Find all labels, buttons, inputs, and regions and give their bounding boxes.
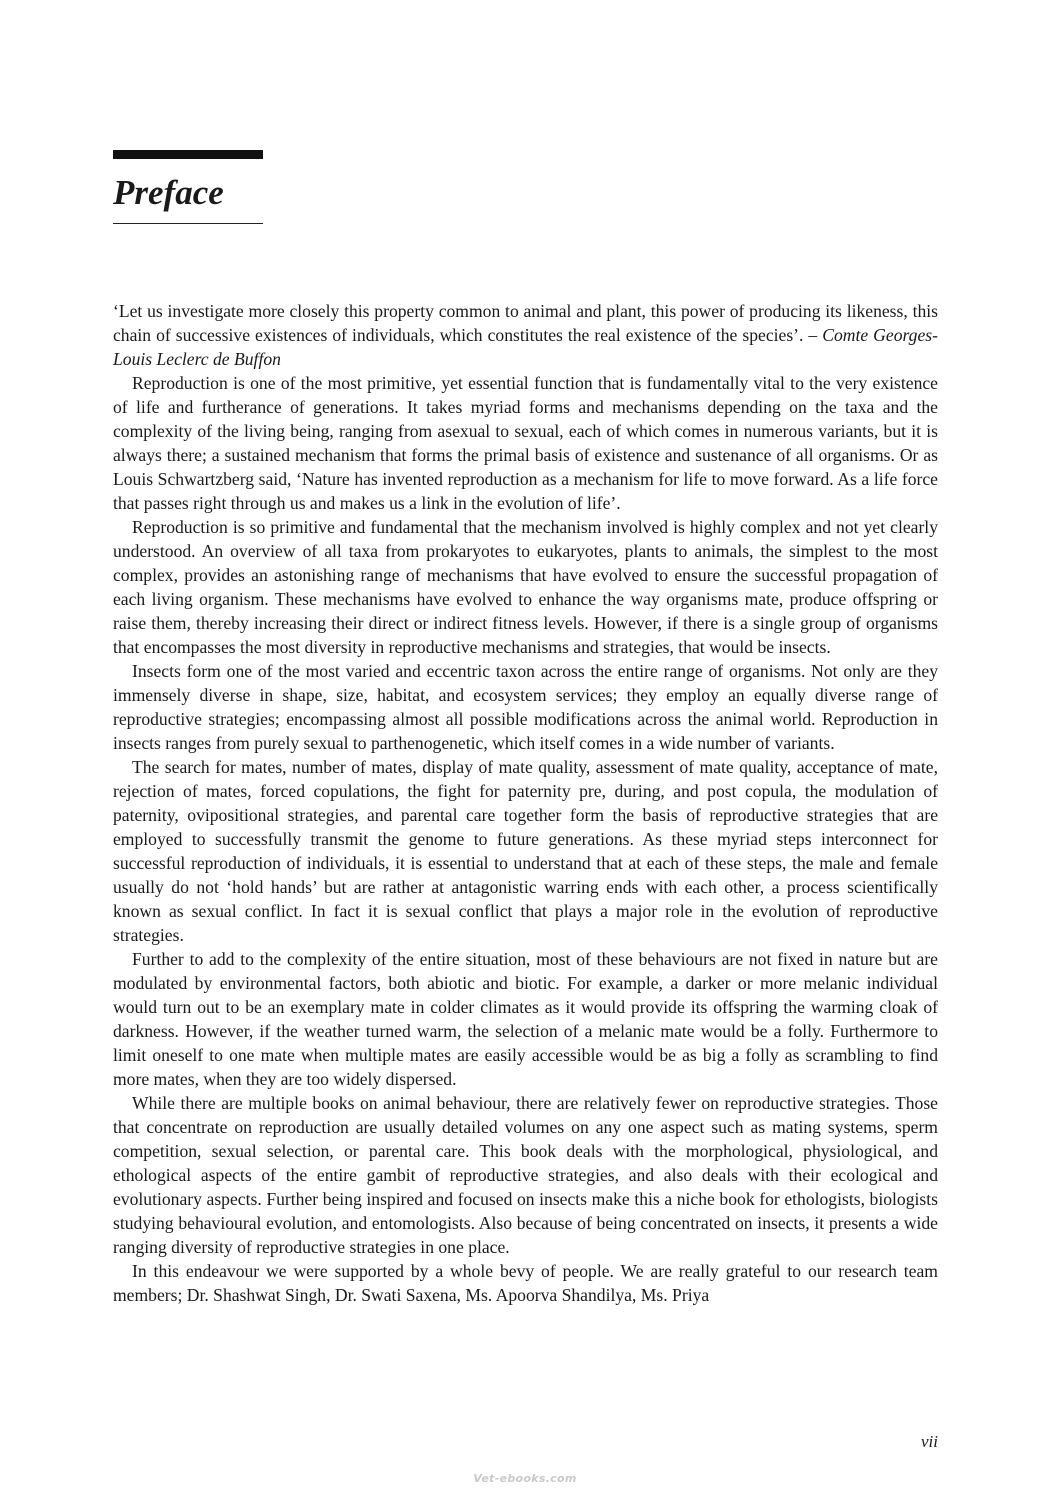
epigraph-text: ‘Let us investigate more closely this property common to animal and plant, this power of producing its likeness, this chain of successive existences of individuals, which constitutes the real existence of the species’. –: [113, 301, 938, 345]
paragraph: While there are multiple books on animal behaviour, there are relatively fewer on reproductive strategies. Those that concentrate on reproduction are usually detailed volumes on any one aspect such as mating systems, sperm competition, sexual selection, or parental care. This book deals with the morphological, physiological, and ethological aspects of the entire gambit of reproductive strategies, and also deals with their ecological and evolutionary aspects. Further being inspired and focused on insects make this a niche book for ethologists, biologists studying behavioural evolution, and entomologists. Also because of being concentrated on insects, it presents a wide ranging diversity of reproductive strategies in one place.: [113, 1093, 938, 1257]
paragraph: The search for mates, number of mates, display of mate quality, assessment of mate quality, acceptance of mate, rejection of mates, forced copulations, the fight for paternity pre, during, and post copula, the modulation of paternity, ovipositional strategies, and parental care together form the basis of reproductive strategies that are employed to successfully transmit the genome to future generations. As these myriad steps interconnect for successful reproduction of individuals, it is essential to understand that at each of these steps, the male and female usually do not ‘hold hands’ but are rather at antagonistic warring ends with each other, a process scientifically known as sexual conflict. In fact it is sexual conflict that plays a major role in the evolution of reproductive strategies.: [113, 757, 938, 945]
chapter-title: Preface: [113, 173, 224, 212]
heading-underline: [113, 223, 263, 224]
page-number: vii: [921, 1432, 938, 1451]
preface-body: [113, 299, 938, 1307]
paragraph: Insects form one of the most varied and eccentric taxon across the entire range of organisms. Not only are they immensely diverse in shape, size, habitat, and ecosystem services; they employ an equally diverse range of reproductive strategies; encompassing almost all possible modifications across the animal world. Reproduction in insects ranges from purely sexual to parthenogenetic, which itself comes in a wide number of variants.: [113, 661, 938, 753]
paragraph: Reproduction is so primitive and fundamental that the mechanism involved is highly complex and not yet clearly understood. An overview of all taxa from prokaryotes to eukaryotes, plants to animals, the simplest to the most complex, provides an astonishing range of mechanisms that have evolved to ensure the successful propagation of each living organism. These mechanisms have evolved to enhance the way organisms mate, produce offspring or raise them, thereby increasing their direct or indirect fitness levels. However, if there is a single group of organisms that encompasses the most diversity in reproductive mechanisms and strategies, that would be insects.: [113, 517, 938, 657]
chapter-heading: [113, 150, 263, 224]
paragraph: In this endeavour we were supported by a whole bevy of people. We are really grateful to our research team members; Dr. Shashwat Singh, Dr. Swati Saxena, Ms. Apoorva Shandilya, Ms. Priya: [113, 1261, 938, 1305]
paragraph: Reproduction is one of the most primitive, yet essential function that is fundamentally vital to the very existence of life and furtherance of generations. It takes myriad forms and mechanisms depending on the taxa and the complexity of the living being, ranging from asexual to sexual, each of which comes in numerous variants, but it is always there; a sustained mechanism that forms the primal basis of existence and sustenance of all organisms. Or as Louis Schwartzberg said, ‘Nature has invented reproduction as a mechanism for life to move forward. As a life force that passes right through us and makes us a link in the evolution of life’.: [113, 373, 938, 513]
watermark: Vet-ebooks.com: [473, 1472, 577, 1485]
paragraph: Further to add to the complexity of the entire situation, most of these behaviours are not fixed in nature but are modulated by environmental factors, both abiotic and biotic. For example, a darker or more melanic individual would turn out to be an exemplary mate in colder climates as it would provide its offspring the warming cloak of darkness. However, if the weather turned warm, the selection of a melanic mate would be a folly. Furthermore to limit oneself to one mate when multiple mates are easily accessible would be as big a folly as scrambling to find more mates, when they are too widely dispersed.: [113, 949, 938, 1089]
epigraph: [113, 299, 938, 371]
epigraph-attribution: Comte Georges-Louis Leclerc de Buffon: [113, 325, 938, 369]
heading-top-bar: [113, 150, 263, 159]
